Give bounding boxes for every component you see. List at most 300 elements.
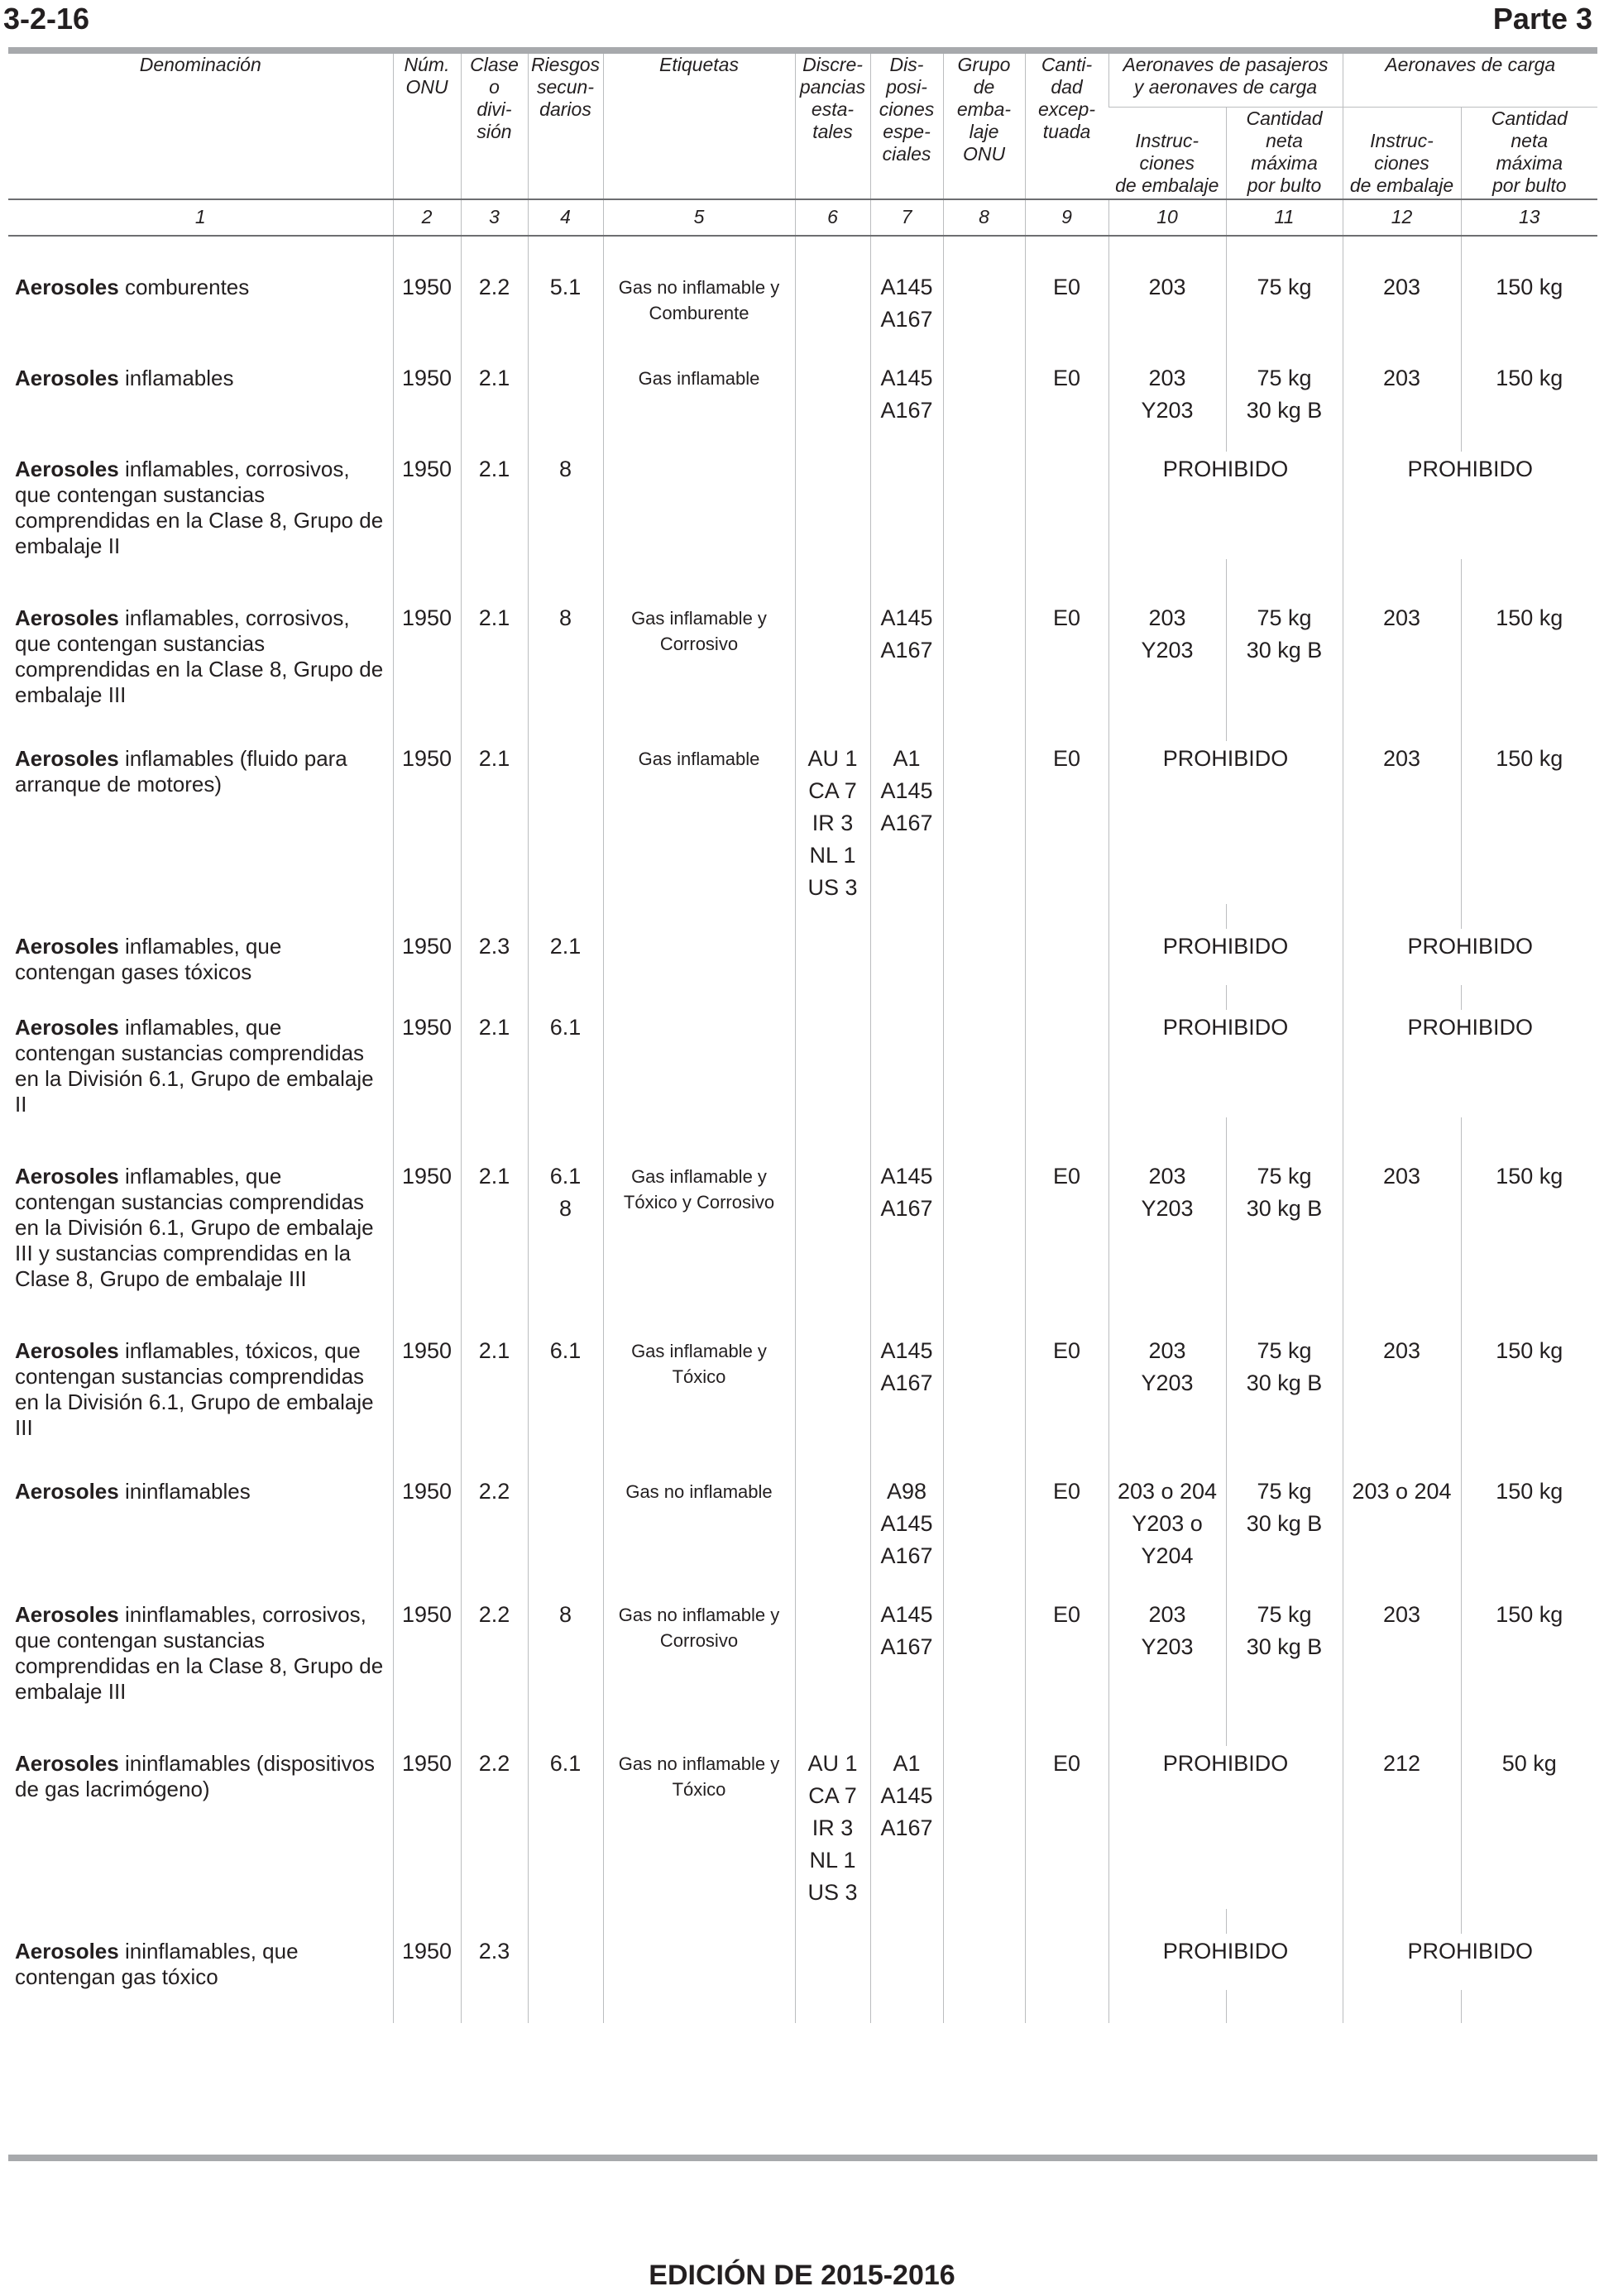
filler-cell [870,1990,943,2023]
cell-riesgos [528,741,603,904]
row-spacer [8,336,1597,361]
spacer-cell [1025,1909,1108,1934]
header-line: divi- [476,98,512,120]
header-line: Instruc- [1135,130,1199,151]
row-spacer [8,1572,1597,1597]
spacer-cell [795,559,870,600]
cell-disposiciones [870,1597,943,1705]
spacer-cell [528,708,603,741]
cell-discrepancias [795,270,870,336]
spacer-cell [8,559,393,600]
header-line: Dis- [889,54,924,75]
cell-line: 5.1 [549,275,582,299]
header-line: de [973,76,995,98]
cell-line: A145 [880,1164,933,1189]
spacer-cell [1343,1705,1461,1746]
spacer-cell [795,1441,870,1474]
cell-line: 75 kg [1257,605,1312,630]
spacer-cell [528,559,603,600]
spacer-cell [1226,985,1343,1010]
spacer-cell [1025,336,1108,361]
dangerous-goods-table [8,54,1597,2023]
spacer-cell [870,1705,943,1746]
cell-cao-instrucciones [1343,1746,1461,1909]
header-line: por bulto [1247,175,1322,196]
cell-discrepancias [795,1159,870,1292]
filler-cell [1343,1990,1461,2023]
cell-line: 30 kg B [1246,1511,1323,1536]
spacer-cell [943,236,1025,270]
edition-footer: EDICIÓN DE 2015-2016 [649,2260,955,2291]
cell-discrepancias [795,1010,870,1117]
spacer-cell [461,1909,528,1934]
cell-line: 75 kg [1257,1338,1312,1363]
spacer-cell [528,236,603,270]
header-line: dad [1051,76,1083,98]
name-bold: Aerosoles [15,746,119,771]
cell-line: Gas inflamable [638,368,760,389]
cell-cao-instrucciones [1343,600,1461,708]
cell-discrepancias [795,1333,870,1441]
spacer-cell [1025,236,1108,270]
cell-grupo [943,1746,1025,1909]
cell-denominacion [8,1597,393,1705]
cell-line: A145 [880,275,933,299]
spacer-cell [461,1117,528,1159]
cell-clase: 2.3 [461,929,528,985]
cell-etiquetas [603,270,795,336]
cell-pax-instrucciones [1108,1474,1226,1572]
cell-line: Corrosivo [659,1630,739,1651]
name-bold: Aerosoles [15,457,119,481]
filler-cell [8,1990,393,2023]
table-row [8,270,1597,336]
spacer-cell [870,336,943,361]
spacer-cell [1226,236,1343,270]
page-reference: 3-2-16 [3,2,90,36]
spacer-cell [943,1705,1025,1746]
cell-cao-instrucciones [1343,1474,1461,1572]
cell-line: Y203 [1141,1370,1194,1395]
header-line: darios [539,98,591,120]
column-numbers-row [8,199,1597,236]
cell-etiquetas [603,361,795,427]
cell-riesgos [528,361,603,427]
header-line: Cantidad [1491,108,1568,129]
spacer-cell [528,1909,603,1934]
cell-line: Y203 [1141,1196,1194,1221]
cell-riesgos [528,1474,603,1572]
spacer-cell [870,427,943,452]
cell-line: 203 [1148,366,1186,390]
header-line: tales [812,121,853,142]
spacer-cell [528,1441,603,1474]
table-row [8,929,1597,985]
spacer-cell [1343,1909,1461,1934]
cell-pax-instrucciones [1108,1159,1226,1292]
spacer-cell [1461,427,1597,452]
col-num-onu-header [393,54,461,199]
spacer-cell [603,985,795,1010]
cell-line: Gas inflamable y [631,1166,767,1187]
cell-line: A1 [893,746,921,771]
header-line: Discre- [802,54,863,75]
spacer-cell [1461,985,1597,1010]
cell-grupo [943,929,1025,985]
spacer-cell [1025,427,1108,452]
cell-pax-cantidad [1226,1333,1343,1441]
table-row [8,452,1597,559]
cell-line: 203 [1382,1164,1421,1189]
cell-grupo [943,452,1025,559]
cell-denominacion [8,1333,393,1441]
cell-denominacion [8,600,393,708]
cell-denominacion [8,929,393,985]
cell-line: 30 kg B [1246,398,1323,423]
cell-cao-prohibited: PROHIBIDO [1343,1934,1597,1990]
spacer-cell [393,1441,461,1474]
cell-num-onu: 1950 [393,452,461,559]
spacer-cell [1343,1117,1461,1159]
col-cao-instrucciones-header [1343,108,1461,200]
spacer-cell [393,1705,461,1746]
cell-clase: 2.2 [461,1474,528,1572]
column-number: 11 [1226,199,1343,236]
spacer-cell [8,1909,393,1934]
name-rest: inflamables, que contengan sustancias comprendidas en la División 6.1, Grupo de embalaje II [15,1015,374,1117]
cell-cao-instrucciones [1343,270,1461,336]
row-spacer [8,1705,1597,1746]
cell-grupo [943,270,1025,336]
cell-num-onu: 1950 [393,741,461,904]
cell-line: Gas inflamable [638,749,760,769]
cell-line: Y203 [1141,1634,1194,1659]
spacer-cell [1461,1441,1597,1474]
name-bold: Aerosoles [15,934,119,959]
cell-line: CA 7 [808,1783,857,1808]
cell-discrepancias [795,1597,870,1705]
cell-riesgos [528,600,603,708]
spacer-cell [795,1705,870,1746]
spacer-cell [8,904,393,929]
group-carga-header: Aeronaves de carga [1343,54,1597,108]
spacer-cell [870,1117,943,1159]
table-row [8,741,1597,904]
cell-line: 150 kg [1496,1338,1563,1363]
name-rest: ininflamables [118,1479,251,1504]
spacer-cell [943,427,1025,452]
column-number: 5 [603,199,795,236]
spacer-cell [943,985,1025,1010]
name-bold: Aerosoles [15,605,119,630]
header-line: o [489,76,500,98]
name-rest: inflamables, corrosivos, que contengan sustancias comprendidas en la Clase 8, Grupo de embalaje II [15,457,384,558]
spacer-cell [1108,1572,1226,1597]
cell-cao-instrucciones [1343,741,1461,904]
spacer-cell [603,427,795,452]
spacer-cell [1226,1292,1343,1333]
cell-line: 30 kg B [1246,638,1323,662]
cell-pax-instrucciones [1108,361,1226,427]
spacer-cell [1343,427,1461,452]
spacer-cell [461,427,528,452]
spacer-cell [1343,985,1461,1010]
spacer-cell [1343,1572,1461,1597]
spacer-cell [943,1117,1025,1159]
header-line: ciales [882,143,931,165]
spacer-cell [1343,236,1461,270]
spacer-cell [393,1909,461,1934]
cell-line: 203 [1148,1164,1186,1189]
cell-denominacion [8,270,393,336]
spacer-cell [393,1117,461,1159]
cell-line: 150 kg [1496,1164,1563,1189]
name-rest: inflamables, tóxicos, que contengan sustancias comprendidas en la División 6.1, Grupo de embalaje III [15,1338,374,1440]
spacer-cell [943,1909,1025,1934]
cell-cantidad-exceptuada [1025,1934,1108,1990]
cell-cantidad-exceptuada [1025,452,1108,559]
name-bold: Aerosoles [15,275,119,299]
spacer-cell [1108,1441,1226,1474]
cell-line: A145 [880,1338,933,1363]
header-line: Canti- [1041,54,1093,75]
row-spacer [8,708,1597,741]
cell-etiquetas [603,1474,795,1572]
header-line: sión [476,121,512,142]
spacer-cell [1226,427,1343,452]
cell-grupo [943,600,1025,708]
cell-clase: 2.2 [461,1746,528,1909]
cell-line: A145 [880,778,933,803]
spacer-cell [1025,904,1108,929]
spacer-cell [1461,236,1597,270]
spacer-cell [1025,1117,1108,1159]
cell-line: 50 kg [1501,1751,1557,1776]
spacer-cell [393,904,461,929]
spacer-cell [1226,1705,1343,1746]
table-body [8,236,1597,2023]
spacer-cell [528,1705,603,1746]
cell-etiquetas [603,1010,795,1117]
spacer-cell [461,904,528,929]
header-line: ciones [1374,152,1429,174]
spacer-cell [1108,985,1226,1010]
spacer-cell [528,336,603,361]
cell-disposiciones [870,1159,943,1292]
cell-disposiciones [870,452,943,559]
cell-cao-cantidad [1461,1597,1597,1705]
cell-cao-cantidad [1461,270,1597,336]
cell-line: A1 [893,1751,921,1776]
header-line: ONU [962,143,1006,165]
spacer-cell [943,1292,1025,1333]
spacer-cell [603,1117,795,1159]
spacer-cell [795,708,870,741]
cell-line: Tóxico y Corrosivo [623,1192,775,1213]
row-spacer [8,427,1597,452]
spacer-cell [393,336,461,361]
name-bold: Aerosoles [15,366,119,390]
cell-clase: 2.1 [461,741,528,904]
col-pax-instrucciones-header [1108,108,1226,200]
cell-cao-cantidad [1461,1333,1597,1441]
spacer-cell [1226,904,1343,929]
cell-line: 150 kg [1496,366,1563,390]
header-line: tuada [1042,121,1091,142]
cell-riesgos [528,929,603,985]
cell-line: 75 kg [1257,1164,1312,1189]
cell-num-onu: 1950 [393,929,461,985]
cell-cao-instrucciones [1343,361,1461,427]
spacer-cell [461,1572,528,1597]
cell-discrepancias [795,741,870,904]
cell-cao-cantidad [1461,741,1597,904]
filler-cell [795,1990,870,2023]
col-riesgos-header [528,54,603,199]
cell-line: 150 kg [1496,605,1563,630]
spacer-cell [603,1441,795,1474]
spacer-cell [1025,708,1108,741]
spacer-cell [1108,1117,1226,1159]
header-line: emba- [956,98,1012,120]
header-line: secun- [536,76,595,98]
spacer-cell [393,1292,461,1333]
cell-pax-prohibited: PROHIBIDO [1108,741,1343,904]
spacer-cell [393,708,461,741]
row-spacer [8,1441,1597,1474]
cell-riesgos [528,1333,603,1441]
name-rest: ininflamables, que contengan gas tóxico [15,1939,299,1989]
cell-disposiciones [870,600,943,708]
cell-line: Gas no inflamable y [618,277,780,298]
filler-cell [461,1990,528,2023]
spacer-cell [461,985,528,1010]
spacer-cell [1108,559,1226,600]
cell-line: Gas inflamable y [631,1341,767,1361]
cell-num-onu: 1950 [393,270,461,336]
cell-line: 150 kg [1496,275,1563,299]
cell-line: 203 [1382,275,1421,299]
table-row [8,1746,1597,1909]
cell-pax-prohibited: PROHIBIDO [1108,929,1343,985]
cell-line: NL 1 [809,1848,856,1873]
cell-cantidad-exceptuada: E0 [1025,1474,1108,1572]
name-bold: Aerosoles [15,1015,119,1040]
spacer-cell [8,1292,393,1333]
cell-clase: 2.2 [461,270,528,336]
spacer-cell [8,1705,393,1746]
spacer-cell [393,427,461,452]
cell-line: 203 [1382,366,1421,390]
cell-pax-prohibited: PROHIBIDO [1108,1010,1343,1117]
header-line: neta [1511,130,1549,151]
cell-cantidad-exceptuada [1025,1010,1108,1117]
column-number: 8 [943,199,1025,236]
header-line: y aeronaves de carga [1133,76,1318,98]
spacer-cell [1025,1572,1108,1597]
cell-clase: 2.3 [461,1934,528,1990]
cell-cao-prohibited: PROHIBIDO [1343,929,1597,985]
spacer-cell [1025,1292,1108,1333]
cell-denominacion [8,1010,393,1117]
cell-denominacion [8,741,393,904]
cell-line: US 3 [807,875,858,900]
cell-discrepancias [795,361,870,427]
spacer-cell [1108,1705,1226,1746]
cell-line: 150 kg [1496,1479,1563,1504]
cell-grupo [943,1010,1025,1117]
spacer-cell [1226,336,1343,361]
cell-line: Y203 [1141,398,1194,423]
cell-num-onu: 1950 [393,1746,461,1909]
cell-line: 6.1 [549,1338,582,1363]
cell-line: A98 [886,1479,927,1504]
cell-denominacion [8,1746,393,1909]
cell-disposiciones [870,270,943,336]
cell-line: A145 [880,366,933,390]
column-number: 7 [870,199,943,236]
spacer-cell [528,1117,603,1159]
header-line: máxima [1251,152,1318,174]
cell-discrepancias [795,1746,870,1909]
cell-riesgos [528,1934,603,1990]
header-line: excep- [1037,98,1096,120]
spacer-cell [870,1292,943,1333]
cell-line: 30 kg B [1246,1196,1323,1221]
spacer-cell [8,336,393,361]
spacer-cell [603,904,795,929]
cell-line: Y203 o [1132,1511,1203,1536]
cell-discrepancias [795,1934,870,1990]
cell-disposiciones [870,741,943,904]
col-cantidad-exceptuada-header [1025,54,1108,199]
spacer-cell [461,336,528,361]
cell-line: 8 [558,1602,572,1627]
cell-riesgos [528,452,603,559]
cell-num-onu: 1950 [393,1333,461,1441]
cell-line: 6.1 [549,1015,582,1040]
cell-line: A145 [880,1602,933,1627]
row-spacer [8,1117,1597,1159]
spacer-cell [943,904,1025,929]
spacer-cell [1461,559,1597,600]
spacer-cell [8,708,393,741]
cell-line: A145 [880,1511,933,1536]
cell-num-onu: 1950 [393,1159,461,1292]
cell-cantidad-exceptuada: E0 [1025,600,1108,708]
spacer-cell [795,1292,870,1333]
cell-cao-cantidad [1461,600,1597,708]
cell-clase: 2.1 [461,1010,528,1117]
spacer-cell [795,1117,870,1159]
cell-line: AU 1 [807,1751,858,1776]
cell-line: 212 [1382,1751,1421,1776]
cell-discrepancias [795,1474,870,1572]
spacer-cell [8,1117,393,1159]
col-denominacion-header: Denominación [139,54,261,75]
cell-cao-instrucciones [1343,1159,1461,1292]
header-line: Instruc- [1370,130,1434,151]
header-line: ciones [1139,152,1195,174]
cell-line: Y204 [1141,1543,1194,1568]
cell-line: 8 [558,457,572,481]
col-discrepancias-header [795,54,870,199]
part-title: Parte 3 [1492,2,1592,36]
cell-line: 2.1 [549,934,582,959]
cell-grupo [943,741,1025,904]
spacer-cell [393,559,461,600]
cell-line: A167 [880,307,933,332]
